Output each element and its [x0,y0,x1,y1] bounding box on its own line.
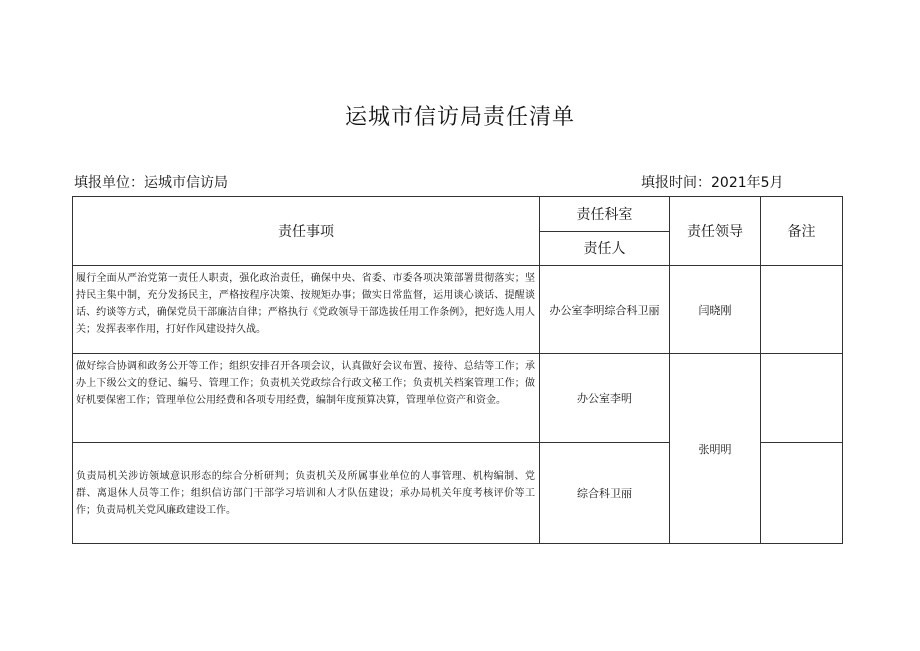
responsibility-table [72,196,843,544]
row-2-3-leader: 张明明 [670,354,761,544]
row-3-item: 负责局机关涉访领域意识形态的综合分析研判；负责机关及所属事业单位的人事管理、机构编制、党群、离退休人员等工作；组织信访部门干部学习培训和人才队伍建设；承办局机关年度考核评价等工作；负责局机关党风廉政建设工作。 [73,443,540,544]
page-title: 运城市信访局责任清单 [344,105,575,130]
row-1-remarks [761,266,843,354]
table-row [73,266,843,354]
row-2-item: 做好综合协调和政务公开等工作；组织安排召开各项会议，认真做好会议布置、接待、总结等工作；承办上下级公文的登记、编号、管理工作；负责机关党政综合行政文秘工作；负责机关档案管理工作；做好机要保密工作；管理单位公用经费和各项专用经费，编制年度预算决算，管理单位资产和资金。 [73,354,540,443]
row-2-remarks [761,354,843,443]
header-remarks: 备注 [761,197,843,266]
reporting-unit: 填报单位：运城市信访局 [74,175,228,191]
table-header-row [73,197,843,266]
header-dept [540,197,670,266]
table-row [73,354,843,443]
header-item: 责任事项 [73,197,540,266]
header-leader: 责任领导 [670,197,761,266]
header-dept-bottom: 责任人 [583,241,626,258]
row-1-leader: 闫晓刚 [670,266,761,354]
row-2-dept: 办公室李明 [540,354,670,443]
row-3-dept: 综合科卫丽 [540,443,670,544]
row-3-remarks [761,443,843,544]
row-1-dept: 办公室李明综合科卫丽 [540,266,670,354]
reporting-date: 填报时间：2021年5月 [641,175,784,191]
row-1-item: 履行全面从严治党第一责任人职责，强化政治责任，确保中央、省委、市委各项决策部署贯彻落实；坚持民主集中制，充分发扬民主，严格按程序决策、按规矩办事；做实日常监督，运用谈心谈话、提醒谈话、约谈等方式，确保党员干部廉洁自律；严格执行《党政领导干部选拔任用工作条例》，把好选人用人关；发挥表率作用，打好作风建设持久战。 [73,266,540,354]
header-dept-top: 责任科室 [540,197,669,232]
